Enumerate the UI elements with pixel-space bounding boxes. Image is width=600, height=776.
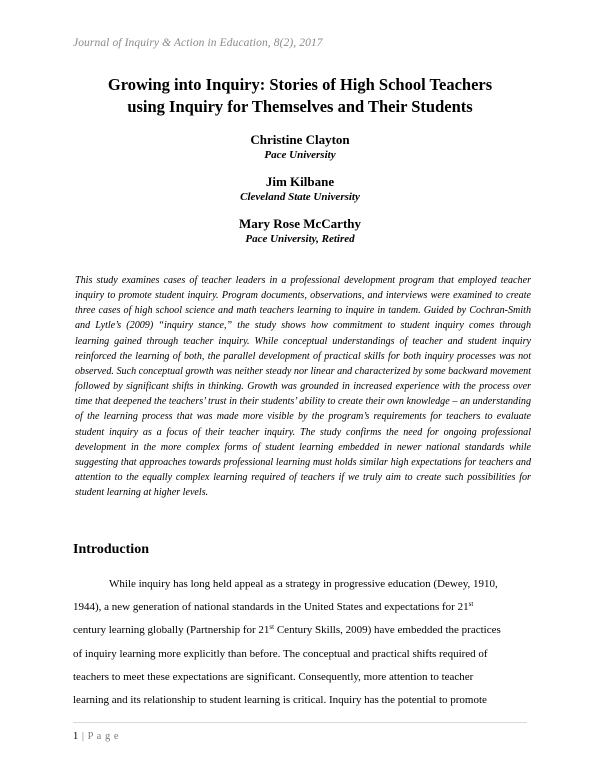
page-label: P a g e bbox=[87, 731, 120, 742]
author-affiliation: Cleveland State University bbox=[240, 191, 360, 203]
page-footer bbox=[73, 731, 119, 742]
author-name: Christine Clayton bbox=[250, 132, 350, 147]
footer-separator: | bbox=[78, 731, 88, 742]
body-line: While inquiry has long held appeal as a strategy in progressive education (Dewey, 1910, bbox=[109, 578, 498, 590]
body-line: 1944), a new generation of national standards in the United States and expectations for 21st bbox=[73, 600, 474, 614]
author-name: Jim Kilbane bbox=[265, 174, 335, 189]
title-line: using Inquiry for Themselves and Their Students bbox=[127, 97, 473, 116]
author-block bbox=[0, 216, 600, 246]
page-number: 1 bbox=[73, 731, 79, 742]
body-line: of inquiry learning more explicitly than before. The conceptual and practical shifts required of bbox=[73, 647, 488, 660]
body-paragraph bbox=[73, 573, 533, 712]
abstract: This study examines cases of teacher leaders in a professional development program that employed teacher inquiry to promote student inquiry. Program documents, observations, and interviews were examined to create three cases of high school science and math teachers learning to inquire in tandem. Guided by Cochran-Smith and Lytle’s (2009) “inquiry stance,” the study shows how commitment to student inquiry comes through learning gained through teacher inquiry. While conceptual understandings of teacher and student inquiry reinforced the learning of both, the parallel development of practical skills for both inquiry processes was not observed. Such conceptual growth was neither steady nor linear and characterized by some backward movement followed by significant shifts in thinking. Growth was grounded in increased experience with the process over time that deepened the teachers’ trust in their students’ ability to create their own knowledge – an understanding of the learning process that was made more visible by the program’s requirements for teachers to evaluate student inquiry as a focus of their teacher inquiry. The study confirms the need for ongoing professional development in the more complex forms of student learning embedded in newer national standards while suggesting that approaches towards professional learning must holds similar high expectations for teachers and attention to the equally complex learning required of teachers if we truly aim to create such possibilities for student learning at higher levels. bbox=[75, 275, 531, 499]
body-line: learning and its relationship to student learning is critical. Inquiry has the potential to promote bbox=[73, 694, 487, 707]
journal-citation: Journal of Inquiry & Action in Education, 8(2), 2017 bbox=[73, 37, 323, 49]
author-block bbox=[0, 174, 600, 204]
author-affiliation: Pace University, Retired bbox=[245, 233, 355, 245]
author-name: Mary Rose McCarthy bbox=[238, 216, 361, 231]
body-line: teachers to meet these expectations are significant. Consequently, more attention to teacher bbox=[73, 670, 474, 683]
paper-title bbox=[0, 74, 600, 118]
section-heading: Introduction bbox=[73, 542, 149, 557]
body-line: century learning globally (Partnership for 21st Century Skills, 2009) have embedded the practices bbox=[73, 623, 501, 637]
footer-divider bbox=[73, 722, 527, 723]
author-block bbox=[0, 132, 600, 162]
author-affiliation: Pace University bbox=[264, 149, 336, 161]
title-line: Growing into Inquiry: Stories of High School Teachers bbox=[107, 75, 493, 94]
